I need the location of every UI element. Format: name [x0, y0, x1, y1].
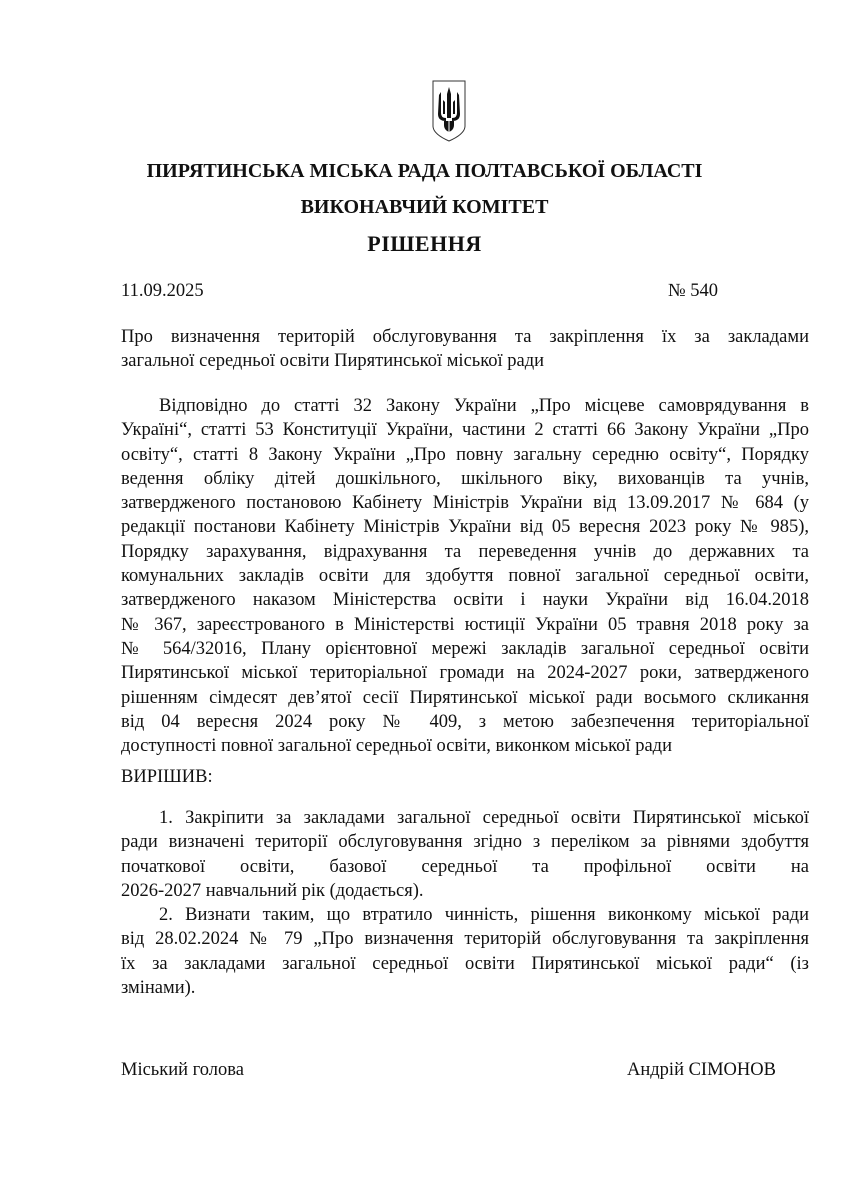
- preamble-line: доступності повної загальної середньої освіти, виконком міської ради: [121, 736, 672, 757]
- subject-line: Про визначення територій обслуговування та закріплення їх за закладами: [121, 327, 809, 347]
- preamble-line: затвердженого постановою Кабінету Міністрів України від 13.09.2017 № 684 (у: [121, 493, 809, 514]
- point-line: змінами).: [121, 978, 196, 999]
- preamble-line: затвердженого наказом Міністерства освіти і науки України від 16.04.2018: [121, 590, 809, 611]
- preamble-paragraph: [121, 394, 809, 758]
- preamble-line: Пирятинської міської територіальної громади на 2024-2027 роки, затвердженого: [121, 663, 809, 684]
- council-title: ПИРЯТИНСЬКА МІСЬКА РАДА ПОЛТАВСЬКОЇ ОБЛАСТІ: [146, 160, 703, 182]
- decision-number: № 540: [668, 281, 719, 301]
- preamble-line: освіту“, статті 8 Закону України „Про повну загальну середню освіту“, Порядку: [121, 444, 809, 465]
- point-line: ради визначені території обслуговування згідно з переліком за рівнями здобуття: [121, 832, 809, 853]
- point-line: 2. Визнати таким, що втратило чинність, рішення виконкому міської ради: [159, 905, 809, 926]
- point-line: початкової освіти, базової середньої та профільної освіти на: [121, 856, 809, 877]
- document-type-title: РІШЕННЯ: [367, 231, 482, 256]
- preamble-line: ведення обліку дітей дошкільного, шкільного віку, вихованців та учнів,: [121, 468, 809, 489]
- preamble-line: № 564/32016, Плану орієнтовної мережі закладів загальної середньої освіти: [121, 638, 809, 659]
- resolution-point-1: [121, 806, 809, 903]
- point-line: від 28.02.2024 № 79 „Про визначення територій обслуговування та закріплення: [121, 929, 809, 950]
- tryzub-coat-of-arms-icon: [432, 80, 466, 142]
- point-line: 2026-2027 навчальний рік (додається).: [121, 880, 424, 901]
- point-line: їх за закладами загальної середньої освіти Пирятинської міської ради“ (із: [121, 953, 809, 974]
- preamble-line: № 367, зареєстрованого в Міністерстві юстиції України 05 травня 2018 року за: [121, 614, 809, 635]
- point-line: 1. Закріпити за закладами загальної середньої освіти Пирятинської міської: [159, 808, 809, 828]
- signatory-name: Андрій СІМОНОВ: [627, 1060, 776, 1080]
- decision-subject: [121, 325, 809, 374]
- preamble-line: комунальних закладів освіти для здобуття повної загальної середньої освіти,: [121, 566, 809, 587]
- preamble-line: від 04 вересня 2024 року № 409, з метою забезпечення територіальної: [121, 711, 809, 732]
- resolution-points: [121, 806, 809, 1000]
- resolution-point-2: [121, 903, 809, 1000]
- subject-line: загальної середньої освіти Пирятинської міської ради: [121, 351, 545, 372]
- decision-date: 11.09.2025: [121, 281, 204, 301]
- preamble-line: рішенням сімдесят дев’ятої сесії Пирятинської міської ради восьмого скликання: [121, 687, 809, 708]
- resolved-label: ВИРІШИВ:: [121, 767, 213, 787]
- signatory-position: Міський голова: [121, 1060, 244, 1080]
- preamble-line: Україні“, статті 53 Конституції України, частини 2 статті 66 Закону України „Про: [121, 420, 809, 441]
- preamble-line: редакції постанови Кабінету Міністрів України від 05 вересня 2023 року № 985),: [121, 517, 809, 538]
- preamble-line: Відповідно до статті 32 Закону України „Про місцеве самоврядування в: [159, 396, 809, 416]
- committee-title: ВИКОНАВЧИЙ КОМІТЕТ: [300, 196, 549, 218]
- preamble-line: Порядку зарахування, відрахування та переведення учнів до державних та: [121, 541, 809, 562]
